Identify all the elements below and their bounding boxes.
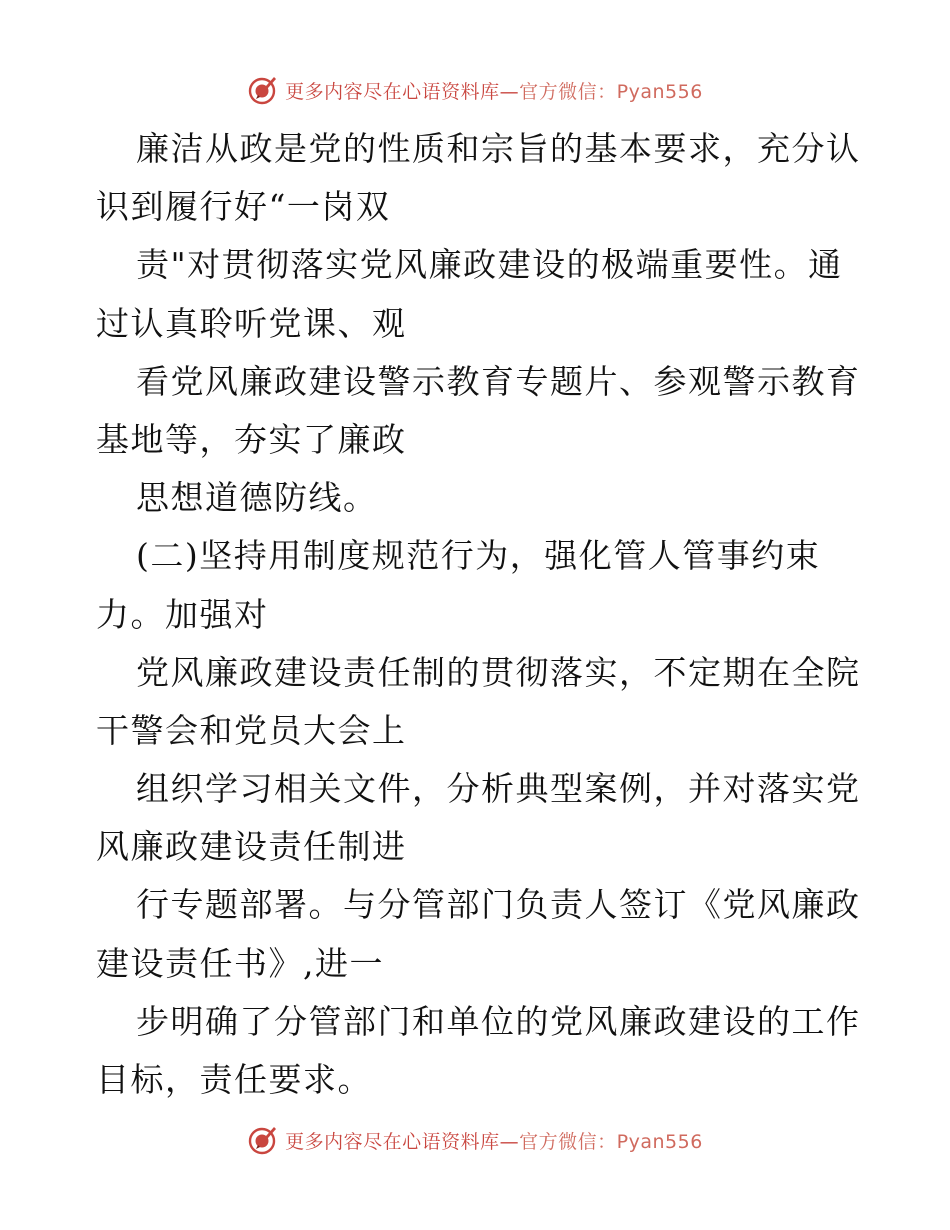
body-line: 党风廉政建设责任制的贯彻落实，不定期在全院 (136, 652, 861, 692)
watermark-text (285, 1127, 703, 1154)
section-heading: (二)坚持用制度规范行为，强化管人管事约束 (136, 536, 821, 576)
watermark-header (0, 70, 950, 110)
quill-pen-seal-icon (247, 74, 279, 106)
body-line: 过认真聆听党课、观 (96, 303, 407, 343)
body-line: 组织学习相关文件，分析典型案例，并对落实党 (136, 769, 861, 809)
body-line: 廉洁从政是党的性质和宗旨的基本要求，充分认 (136, 129, 861, 168)
body-line: 基地等，夯实了廉政 (96, 419, 407, 459)
body-line: 行专题部署。与分管部门负责人签订《党风廉政 (136, 885, 861, 925)
body-line: 识到履行好“一岗双 (96, 187, 391, 227)
body-line: 力。加强对 (96, 594, 269, 634)
body-line: 目标，责任要求。 (96, 1060, 372, 1099)
watermark-wechat: 官方微信：Pyan556 (519, 80, 703, 103)
body-line: 建设责任书》,进一 (96, 943, 384, 983)
watermark-brand: 更多内容尽在心语资料库 (285, 1130, 500, 1153)
watermark-separator: — (499, 80, 520, 103)
quill-pen-seal-icon (247, 1124, 279, 1156)
watermark-brand: 更多内容尽在心语资料库 (285, 80, 500, 103)
watermark-wechat: 官方微信：Pyan556 (519, 1130, 703, 1153)
body-line: 思想道德防线。 (136, 478, 378, 518)
watermark-footer (0, 1120, 950, 1160)
document-body (96, 120, 866, 1109)
watermark-separator: — (499, 1130, 520, 1153)
body-line: 看党风廉政建设警示教育专题片、参观警示教育 (136, 361, 861, 401)
watermark-text (285, 77, 703, 104)
body-line: 责"对贯彻落实党风廉政建设的极端重要性。通 (136, 245, 843, 285)
body-line: 干警会和党员大会上 (96, 710, 407, 750)
body-line: 风廉政建设责任制进 (96, 827, 407, 867)
body-line: 步明确了分管部门和单位的党风廉政建设的工作 (136, 1001, 861, 1041)
